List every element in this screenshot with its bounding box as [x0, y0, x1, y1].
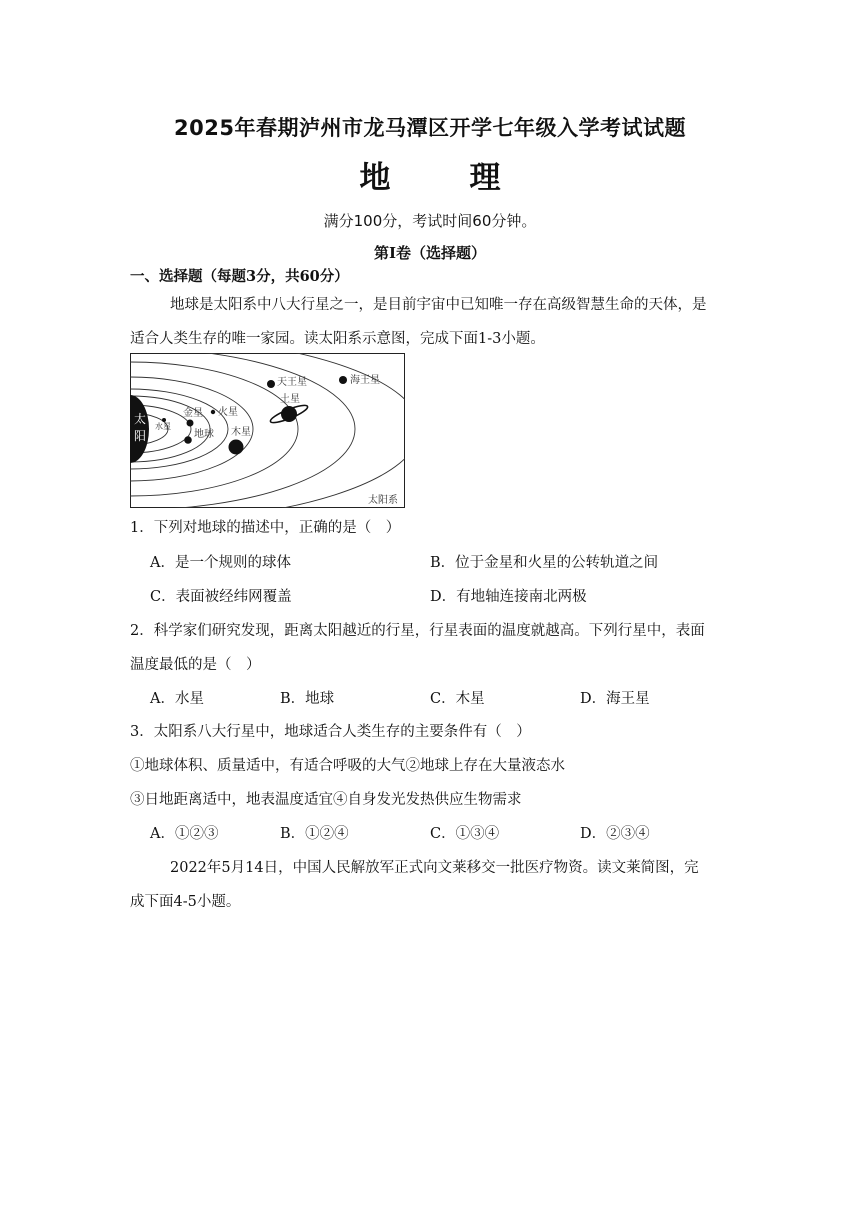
earth-icon — [184, 436, 192, 444]
figure-caption: 太阳系 — [368, 495, 398, 506]
sun-label-1: 太 — [134, 412, 147, 426]
question-3-condition-line-1: ①地球体积、质量适中，有适合呼吸的大气②地球上存在大量液态水 — [130, 758, 565, 774]
question-2-option-c: C．木星 — [430, 691, 485, 707]
venus-label: 金星 — [183, 408, 203, 419]
jupiter-label: 木星 — [231, 427, 251, 438]
question-2-stem-line-1: 2．科学家们研究发现，距离太阳越近的行星，行星表面的温度就越高。下列行星中，表面 — [130, 623, 705, 639]
subject-char-1: 地 — [359, 160, 391, 196]
mars-label: 火星 — [218, 407, 238, 418]
question-1-option-a: A．是一个规则的球体 — [150, 555, 291, 571]
earth-label: 地球 — [194, 429, 214, 440]
venus-icon — [187, 420, 194, 427]
question-3-stem: 3．太阳系八大行星中，地球适合人类生存的主要条件有（ ） — [130, 724, 531, 740]
question-3-option-c: C．①③④ — [430, 826, 500, 842]
exam-title: 2025年春期泸州市龙马潭区开学七年级入学考试试题 — [174, 116, 686, 140]
uranus-icon — [267, 380, 275, 388]
mars-icon — [211, 410, 215, 414]
solar-system-figure — [130, 353, 405, 508]
question-1-option-d: D．有地轴连接南北两极 — [430, 589, 587, 605]
jupiter-icon — [229, 440, 244, 455]
mercury-label: 水星 — [155, 422, 171, 431]
intro-paragraph-line-1: 地球是太阳系中八大行星之一，是目前宇宙中已知唯一存在高级智慧生命的天体，是 — [170, 297, 707, 313]
subject-title — [0, 152, 860, 197]
question-1-option-c: C．表面被经纬网覆盖 — [150, 589, 292, 605]
question-1-option-b: B．位于金星和火星的公转轨道之间 — [430, 555, 659, 571]
question-2-option-d: D．海王星 — [580, 691, 650, 707]
question-2-option-a: A．水星 — [150, 691, 204, 707]
subject-char-2: 理 — [469, 160, 501, 196]
neptune-icon — [339, 376, 347, 384]
section-heading: 一、选择题（每题3分，共60分） — [130, 268, 349, 285]
intro-paragraph-line-2: 适合人类生存的唯一家园。读太阳系示意图，完成下面1-3小题。 — [130, 331, 545, 347]
sun-label-2: 阳 — [134, 429, 147, 443]
saturn-label: 土星 — [280, 394, 300, 405]
volume-heading: 第Ⅰ卷（选择题） — [373, 244, 487, 262]
question-2-option-b: B．地球 — [280, 691, 335, 707]
question-1-stem: 1．下列对地球的描述中，正确的是（ ） — [130, 520, 401, 536]
intro-2-paragraph-line-1: 2022年5月14日，中国人民解放军正式向文莱移交一批医疗物资。读文莱简图，完 — [170, 860, 699, 876]
intro-2-paragraph-line-2: 成下面4-5小题。 — [130, 894, 241, 910]
question-3-condition-line-2: ③日地距离适中，地表温度适宜④自身发光发热供应生物需求 — [130, 792, 522, 808]
question-2-stem-line-2: 温度最低的是（ ） — [130, 657, 261, 673]
neptune-label: 海王星 — [350, 375, 380, 386]
question-3-option-b: B．①②④ — [280, 826, 349, 842]
question-3-option-d: D．②③④ — [580, 826, 650, 842]
question-3-option-a: A．①②③ — [150, 826, 219, 842]
score-info: 满分100分，考试时间60分钟。 — [323, 212, 537, 230]
uranus-label: 天王星 — [277, 377, 307, 388]
